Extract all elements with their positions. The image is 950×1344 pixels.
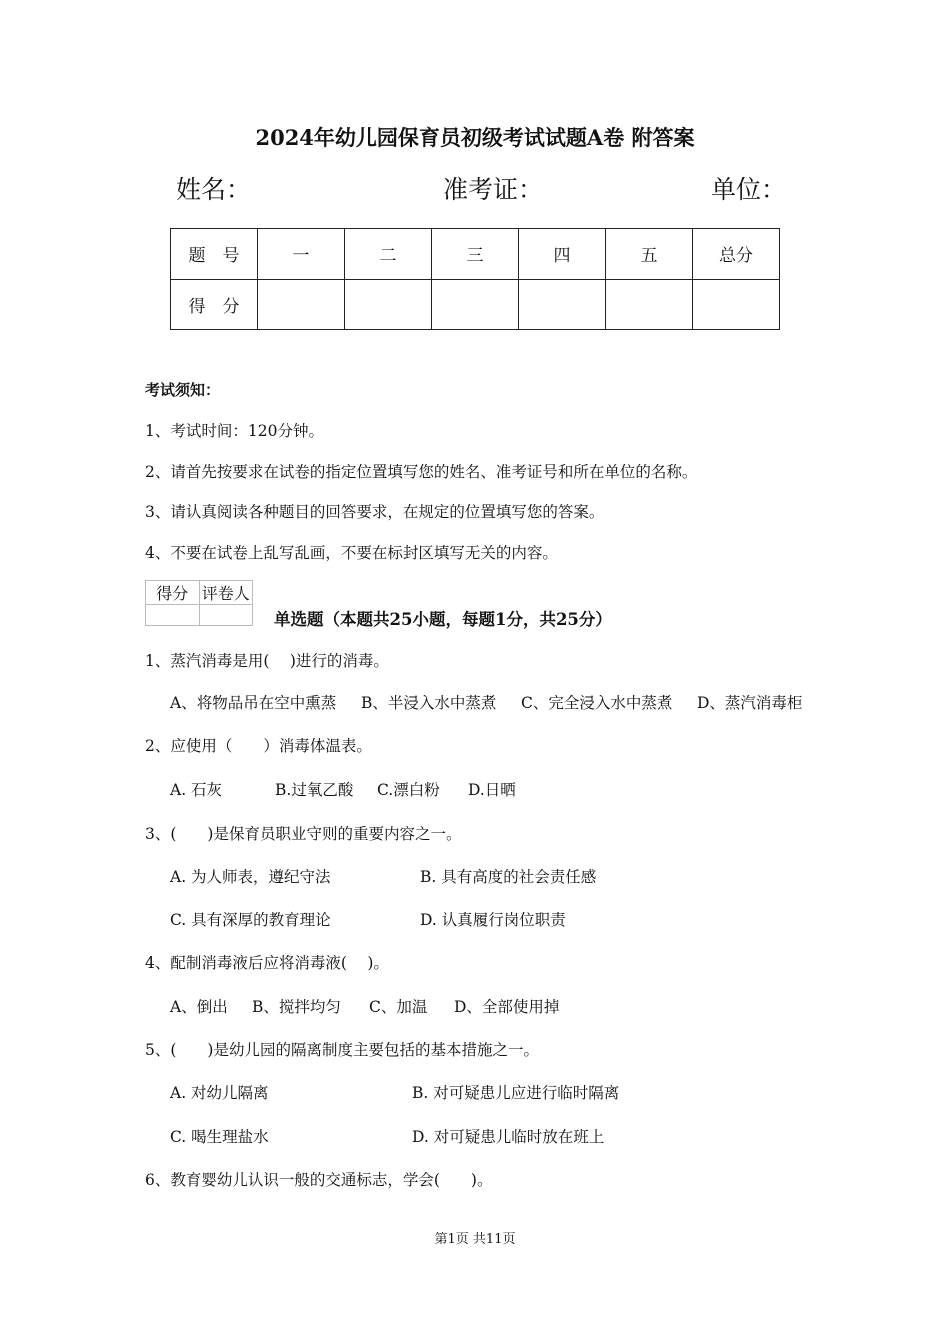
q5-option-d: D. 对可疑患儿临时放在班上	[412, 1128, 605, 1146]
exam-id-label: 准考证：	[443, 175, 544, 204]
header-part-3: 三	[432, 229, 519, 280]
q4-option-b: B、搅拌均匀	[252, 998, 341, 1016]
q1-option-c: C、完全浸入水中蒸煮	[521, 694, 673, 712]
q3-option-b: B. 具有高度的社会责任感	[420, 868, 597, 886]
name-label: 姓名：	[176, 175, 252, 204]
question-2: 2、应使用（ ）消毒体温表。	[145, 737, 372, 755]
q2-option-a: A. 石灰	[170, 781, 223, 799]
notice-item-3: 3、请认真阅读各种题目的回答要求，在规定的位置填写您的答案。	[145, 503, 605, 521]
grader-score-label: 得分	[146, 581, 200, 605]
question-4: 4、配制消毒液后应将消毒液( )。	[145, 954, 389, 972]
q3-option-a: A. 为人师表，遵纪守法	[170, 868, 331, 886]
notice-heading: 考试须知：	[145, 381, 221, 399]
q2-option-c: C.漂白粉	[377, 781, 440, 799]
grader-reviewer-cell[interactable]	[199, 605, 253, 626]
score-cell-total[interactable]	[693, 279, 780, 330]
q1-option-d: D、蒸汽消毒柜	[697, 694, 803, 712]
q4-option-a: A、倒出	[170, 998, 228, 1016]
section-title: 单选题（本题共25小题，每题1分，共25分）	[274, 610, 612, 629]
header-part-4: 四	[519, 229, 606, 280]
q2-option-d: D.日晒	[468, 781, 516, 799]
q3-option-d: D. 认真履行岗位职责	[420, 911, 566, 929]
question-5: 5、( )是幼儿园的隔离制度主要包括的基本措施之一。	[145, 1041, 539, 1059]
q1-option-b: B、半浸入水中蒸煮	[361, 694, 497, 712]
q5-option-a: A. 对幼儿隔离	[170, 1084, 269, 1102]
score-table	[170, 228, 780, 330]
q5-option-c: C. 喝生理盐水	[170, 1128, 269, 1146]
page-title: 2024年幼儿园保育员初级考试试题A卷 附答案	[255, 125, 695, 150]
score-table-score-row	[171, 279, 780, 330]
notice-item-4: 4、不要在试卷上乱写乱画，不要在标封区填写无关的内容。	[145, 544, 558, 562]
header-part-2: 二	[345, 229, 432, 280]
score-cell-5[interactable]	[606, 279, 693, 330]
question-3: 3、( )是保育员职业守则的重要内容之一。	[145, 825, 462, 843]
question-1: 1、蒸汽消毒是用( )进行的消毒。	[145, 652, 389, 670]
header-question-number: 题 号	[171, 229, 258, 280]
score-cell-1[interactable]	[258, 279, 345, 330]
header-part-5: 五	[606, 229, 693, 280]
row-label-score: 得 分	[171, 279, 258, 330]
q5-option-b: B. 对可疑患儿应进行临时隔离	[412, 1084, 620, 1102]
score-cell-3[interactable]	[432, 279, 519, 330]
unit-label: 单位：	[711, 175, 787, 204]
score-cell-2[interactable]	[345, 279, 432, 330]
grader-reviewer-label: 评卷人	[199, 581, 253, 605]
header-total: 总分	[693, 229, 780, 280]
q1-option-a: A、将物品吊在空中熏蒸	[170, 694, 337, 712]
q4-option-c: C、加温	[369, 998, 428, 1016]
q3-option-c: C. 具有深厚的教育理论	[170, 911, 331, 929]
notice-item-2: 2、请首先按要求在试卷的指定位置填写您的姓名、准考证号和所在单位的名称。	[145, 463, 698, 481]
header-part-1: 一	[258, 229, 345, 280]
score-cell-4[interactable]	[519, 279, 606, 330]
question-6: 6、教育婴幼儿认识一般的交通标志，学会( )。	[145, 1171, 493, 1189]
q4-option-d: D、全部使用掉	[454, 998, 560, 1016]
notice-item-1: 1、考试时间：120分钟。	[145, 422, 324, 440]
score-table-header-row	[171, 229, 780, 280]
q2-option-b: B.过氧乙酸	[275, 781, 354, 799]
grader-score-cell[interactable]	[146, 605, 200, 626]
grader-box	[145, 580, 253, 626]
page-footer: 第1页 共11页	[434, 1232, 516, 1247]
